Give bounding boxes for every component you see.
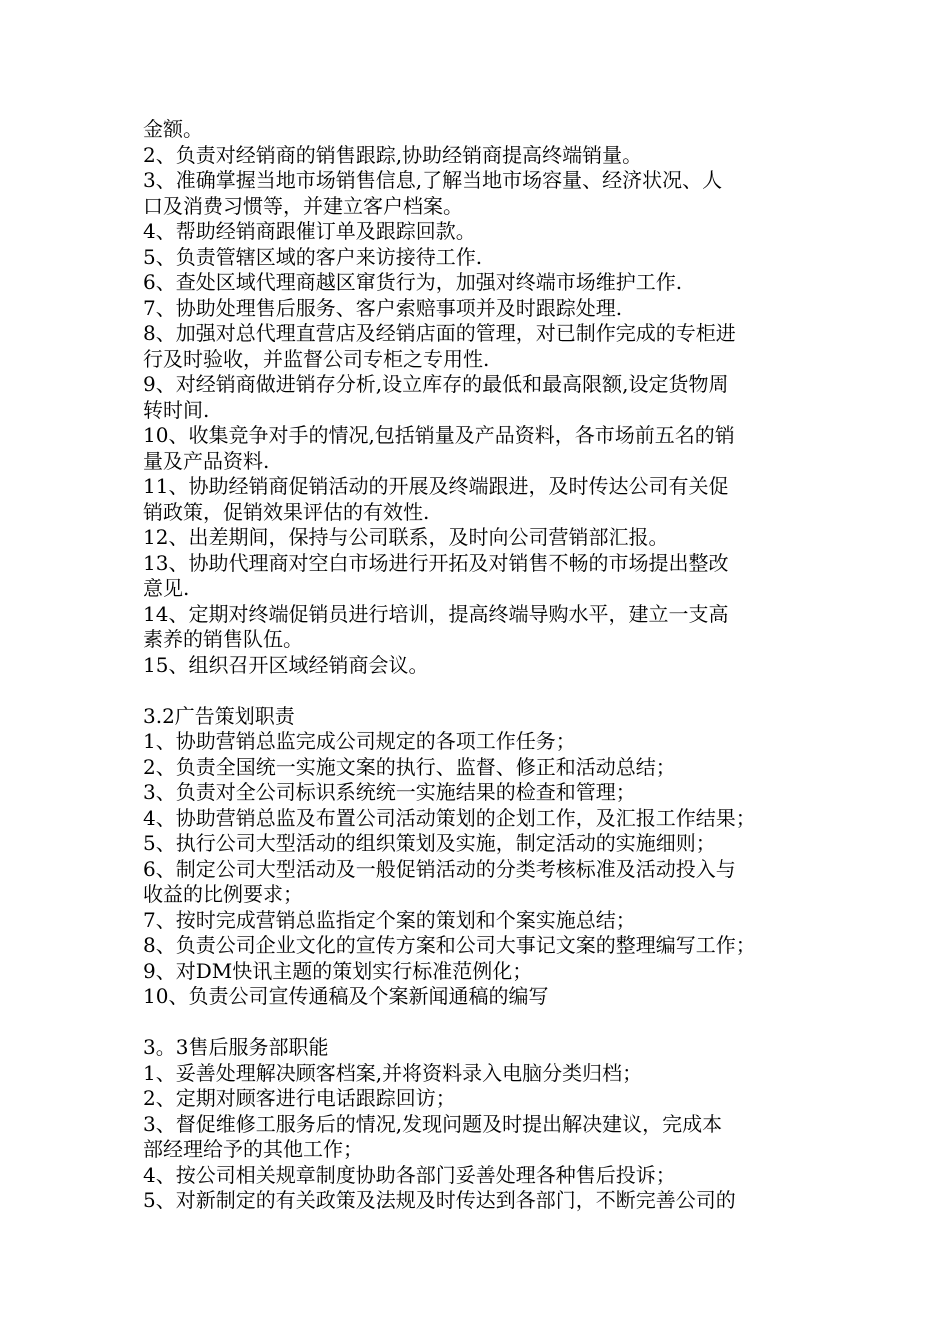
text-line: 8、负责公司企业文化的宣传方案和公司大事记文案的整理编写工作； bbox=[143, 933, 756, 957]
text-line: 金额。 bbox=[143, 117, 203, 141]
text-line: 5、对新制定的有关政策及法规及时传达到各部门，不断完善公司的 bbox=[143, 1188, 736, 1212]
text-line: 2、负责对经销商的销售跟踪,协助经销商提高终端销量。 bbox=[143, 142, 643, 167]
text-line: 3、负责对全公司标识系统统一实施结果的检查和管理； bbox=[143, 780, 636, 804]
text-line: 10、负责公司宣传通稿及个案新闻通稿的编写 bbox=[143, 984, 549, 1008]
text-line: 7、按时完成营销总监指定个案的策划和个案实施总结； bbox=[143, 907, 636, 932]
text-line: 5、负责管辖区域的客户来访接待工作. bbox=[143, 244, 483, 269]
text-line: 1、协助营销总监完成公司规定的各项工作任务； bbox=[143, 729, 576, 753]
text-line: 9、对DM快讯主题的策划实行标准范例化； bbox=[143, 958, 533, 983]
text-line: 转时间. bbox=[143, 397, 210, 422]
text-line: 素养的销售队伍。 bbox=[143, 627, 303, 651]
text-line: 3.2广告策划职责 bbox=[143, 703, 295, 728]
text-line: 意见. bbox=[143, 576, 190, 600]
text-line: 3。3售后服务部职能 bbox=[143, 1035, 329, 1059]
text-line: 3、督促维修工服务后的情况,发现问题及时提出解决建议，完成本 bbox=[143, 1111, 723, 1136]
text-line: 11、协助经销商促销活动的开展及终端跟进，及时传达公司有关促 bbox=[143, 474, 729, 498]
text-line: 销政策，促销效果评估的有效性. bbox=[143, 499, 430, 524]
text-line: 8、加强对总代理直营店及经销店面的管理，对已制作完成的专柜进 bbox=[143, 321, 736, 345]
text-line: 4、协助营销总监及布置公司活动策划的企划工作，及汇报工作结果； bbox=[143, 805, 756, 830]
text-line: 部经理给予的其他工作； bbox=[143, 1137, 363, 1161]
text-line: 13、协助代理商对空白市场进行开拓及对销售不畅的市场提出整改 bbox=[143, 550, 729, 575]
blank-line bbox=[143, 678, 823, 704]
blank-line bbox=[143, 1010, 823, 1036]
text-line: 1、妥善处理解决顾客档案,并将资料录入电脑分类归档； bbox=[143, 1060, 643, 1085]
text-line: 2、定期对顾客进行电话跟踪回访； bbox=[143, 1086, 456, 1110]
text-line: 6、制定公司大型活动及一般促销活动的分类考核标准及活动投入与 bbox=[143, 856, 736, 881]
text-line: 5、执行公司大型活动的组织策划及实施，制定活动的实施细则； bbox=[143, 831, 716, 855]
text-line: 10、收集竞争对手的情况,包括销量及产品资料，各市场前五名的销 bbox=[143, 423, 735, 447]
text-line: 9、对经销商做进销存分析,设立库存的最低和最高限额,设定货物周 bbox=[143, 372, 729, 396]
text-line: 2、负责全国统一实施文案的执行、监督、修正和活动总结； bbox=[143, 754, 676, 779]
text-line: 14、定期对终端促销员进行培训，提高终端导购水平，建立一支高 bbox=[143, 601, 729, 626]
text-line: 6、查处区域代理商越区窜货行为，加强对终端市场维护工作. bbox=[143, 270, 683, 294]
document-body bbox=[143, 117, 823, 1214]
text-line: 3、准确掌握当地市场销售信息,了解当地市场容量、经济状况、人 bbox=[143, 168, 723, 192]
text-line: 行及时验收，并监督公司专柜之专用性. bbox=[143, 346, 490, 371]
text-line: 7、协助处理售后服务、客户索赔事项并及时跟踪处理. bbox=[143, 295, 623, 320]
text-line: 12、出差期间，保持与公司联系，及时向公司营销部汇报。 bbox=[143, 525, 669, 549]
text-line: 收益的比例要求； bbox=[143, 882, 303, 906]
text-line: 4、帮助经销商跟催订单及跟踪回款。 bbox=[143, 219, 476, 243]
text-line: 量及产品资料. bbox=[143, 448, 270, 473]
text-line: 口及消费习惯等，并建立客户档案。 bbox=[143, 193, 463, 218]
text-line: 15、组织召开区域经销商会议。 bbox=[143, 652, 429, 677]
text-line: 4、按公司相关规章制度协助各部门妥善处理各种售后投诉； bbox=[143, 1162, 676, 1187]
